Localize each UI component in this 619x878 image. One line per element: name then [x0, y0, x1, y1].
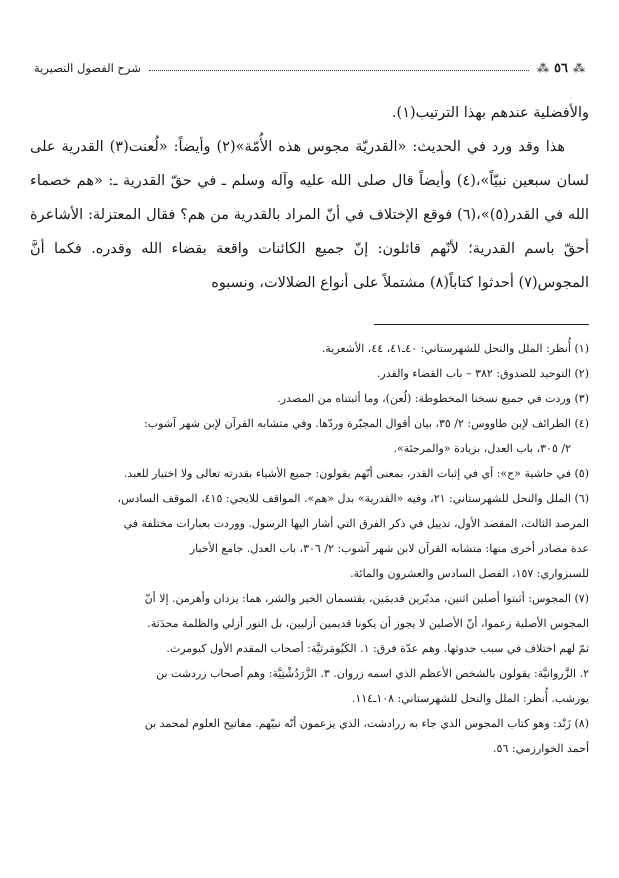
footnote-4-cont: ٢/ ٣٠٥، باب العدل، بزيادة «والمرجئة». — [393, 442, 571, 455]
main-text — [30, 96, 589, 300]
footnote-6-cont: عدة مصادر أخرى منها: متشابه القرآن لابن شهر آشوب: ٢/ ٣٠٦، باب العدل. جامع الأخبار — [189, 542, 589, 555]
footnote-6: (٦) الملل والنحل للشهرستاني: ٢١، وفيه «القدرية» بدل «هم». المواقف للايجي: ٤١٥، الموقف السادس، — [117, 492, 589, 505]
footnote-6-cont: المرصد الثالث، المقصد الأول، تذييل في ذكر الفرق التي أشار اليها الرسول. ووردت بعبارات مختلفة في — [123, 517, 589, 530]
footnote-7: (٧) المجوس: أثبتوا أصلين اثنين، مدبّرين قديمَين، يقتسمان الخير والشر، هما: يزدان وأهرمن. إلا أنّ — [144, 592, 589, 605]
footnote-7-cont: ٢. الزَّروانيَّة: يقولون بالشخص الأعظم الذي اسمه زروان. ٣. الزَّرَدُشْتِيَّة: وهم أصحاب زردشت بن — [156, 667, 589, 680]
running-header — [32, 58, 587, 78]
footnote-5: (٥) في حاشية «ح»: أي في إثبات القدر، بمعنى أنّهم يقولون: جميع الأشياء بقدرته تعالى ولا اختيار للعبد. — [123, 467, 589, 480]
ornament-right-icon: ⁂ — [573, 61, 585, 75]
footnote-6-cont: للسبزواري: ١٥٧، الفصل السادس والعشرون والمائة. — [350, 567, 589, 580]
footnote-8: (٨) زَنْد: وهو كتاب المجوس الذي جاء به زرادشت، الذي يزعمون أنّه نبيّهم. مفاتيح العلوم لمحمد بن — [144, 717, 589, 730]
footnote-7-cont: يورشب. أُنظر: الملل والنحل للشهرستاني: ١٠٨ـ١١٤. — [351, 692, 589, 705]
footnote-3: (٣) وردت في جميع نسخنا المخطوطة: (لُعن)، وما أثبتناه من المصدر. — [277, 392, 589, 405]
footnote-4: (٤) الطرائف لإبن طاووس: ٢/ ٣٥، بيان أقوال المجبّرة وردّها. وفي متشابه القرآن لإبن شهر آشوب: — [144, 417, 589, 430]
footnote-2: (٢) التوحيد للصدوق: ٣٨٢ – باب القضاء والقدر. — [376, 367, 589, 380]
footnote-separator — [374, 324, 589, 325]
body-paragraph: هذا وقد ورد في الحديث: «القدريّة مجوس هذه الأُمّة»(٢) وأيضاً: «لُعنت(٣) القدرية على لسان سبعين نبيّاً»،(٤) وأيضاً قال صلى الله عليه وآله وسلم ـ في حقّ القدرية ـ: «هم خصماء الله في القدر(٥)»،(٦) فوقع الإختلاف في أنّ المراد بالقدرية من هم؟ فقال المعتزلة: الأشاعرة أحقّ باسم القدرية؛ لأنّهم قائلون: إنّ جميع الكائنات واقعة بقضاء الله وقدره. فكما أنَّ المجوس(٧) أحدثوا كتاباً(٨) مشتملاً على أنواع الضلالات، ونسبوه — [30, 139, 590, 291]
footnote-8-cont: أحمد الخوارزمي: ٥٦. — [493, 742, 589, 755]
footnotes — [30, 336, 589, 761]
running-title: شرح الفصول النصيرية — [34, 61, 141, 75]
page-number: ٥٦ — [554, 60, 568, 76]
body-paragraph: والأفضلية عندهم بهذا الترتيب(١). — [391, 105, 589, 121]
ornament-left-icon: ⁂ — [537, 61, 550, 75]
footnote-7-cont: ثمّ لهم اختلاف في سبب حدوثها. وهم عدّة فرق: ١. الكَيُومَرثيَّة: أصحاب المقدم الأول كيومرث. — [166, 642, 589, 655]
header-dotted-leader — [149, 69, 529, 71]
footnote-7-cont: المجوس الأصلية زعموا، أنّ الأصلين لا يجوز أن يكونا قديمين أزليين، بل النور أزلي والظلمة محدَثة. — [147, 617, 589, 630]
footnote-1: (١) أُنظر: الملل والنحل للشهرستاني: ٤٠ـ٤١، ٤٤، الأشعرية. — [321, 342, 589, 355]
